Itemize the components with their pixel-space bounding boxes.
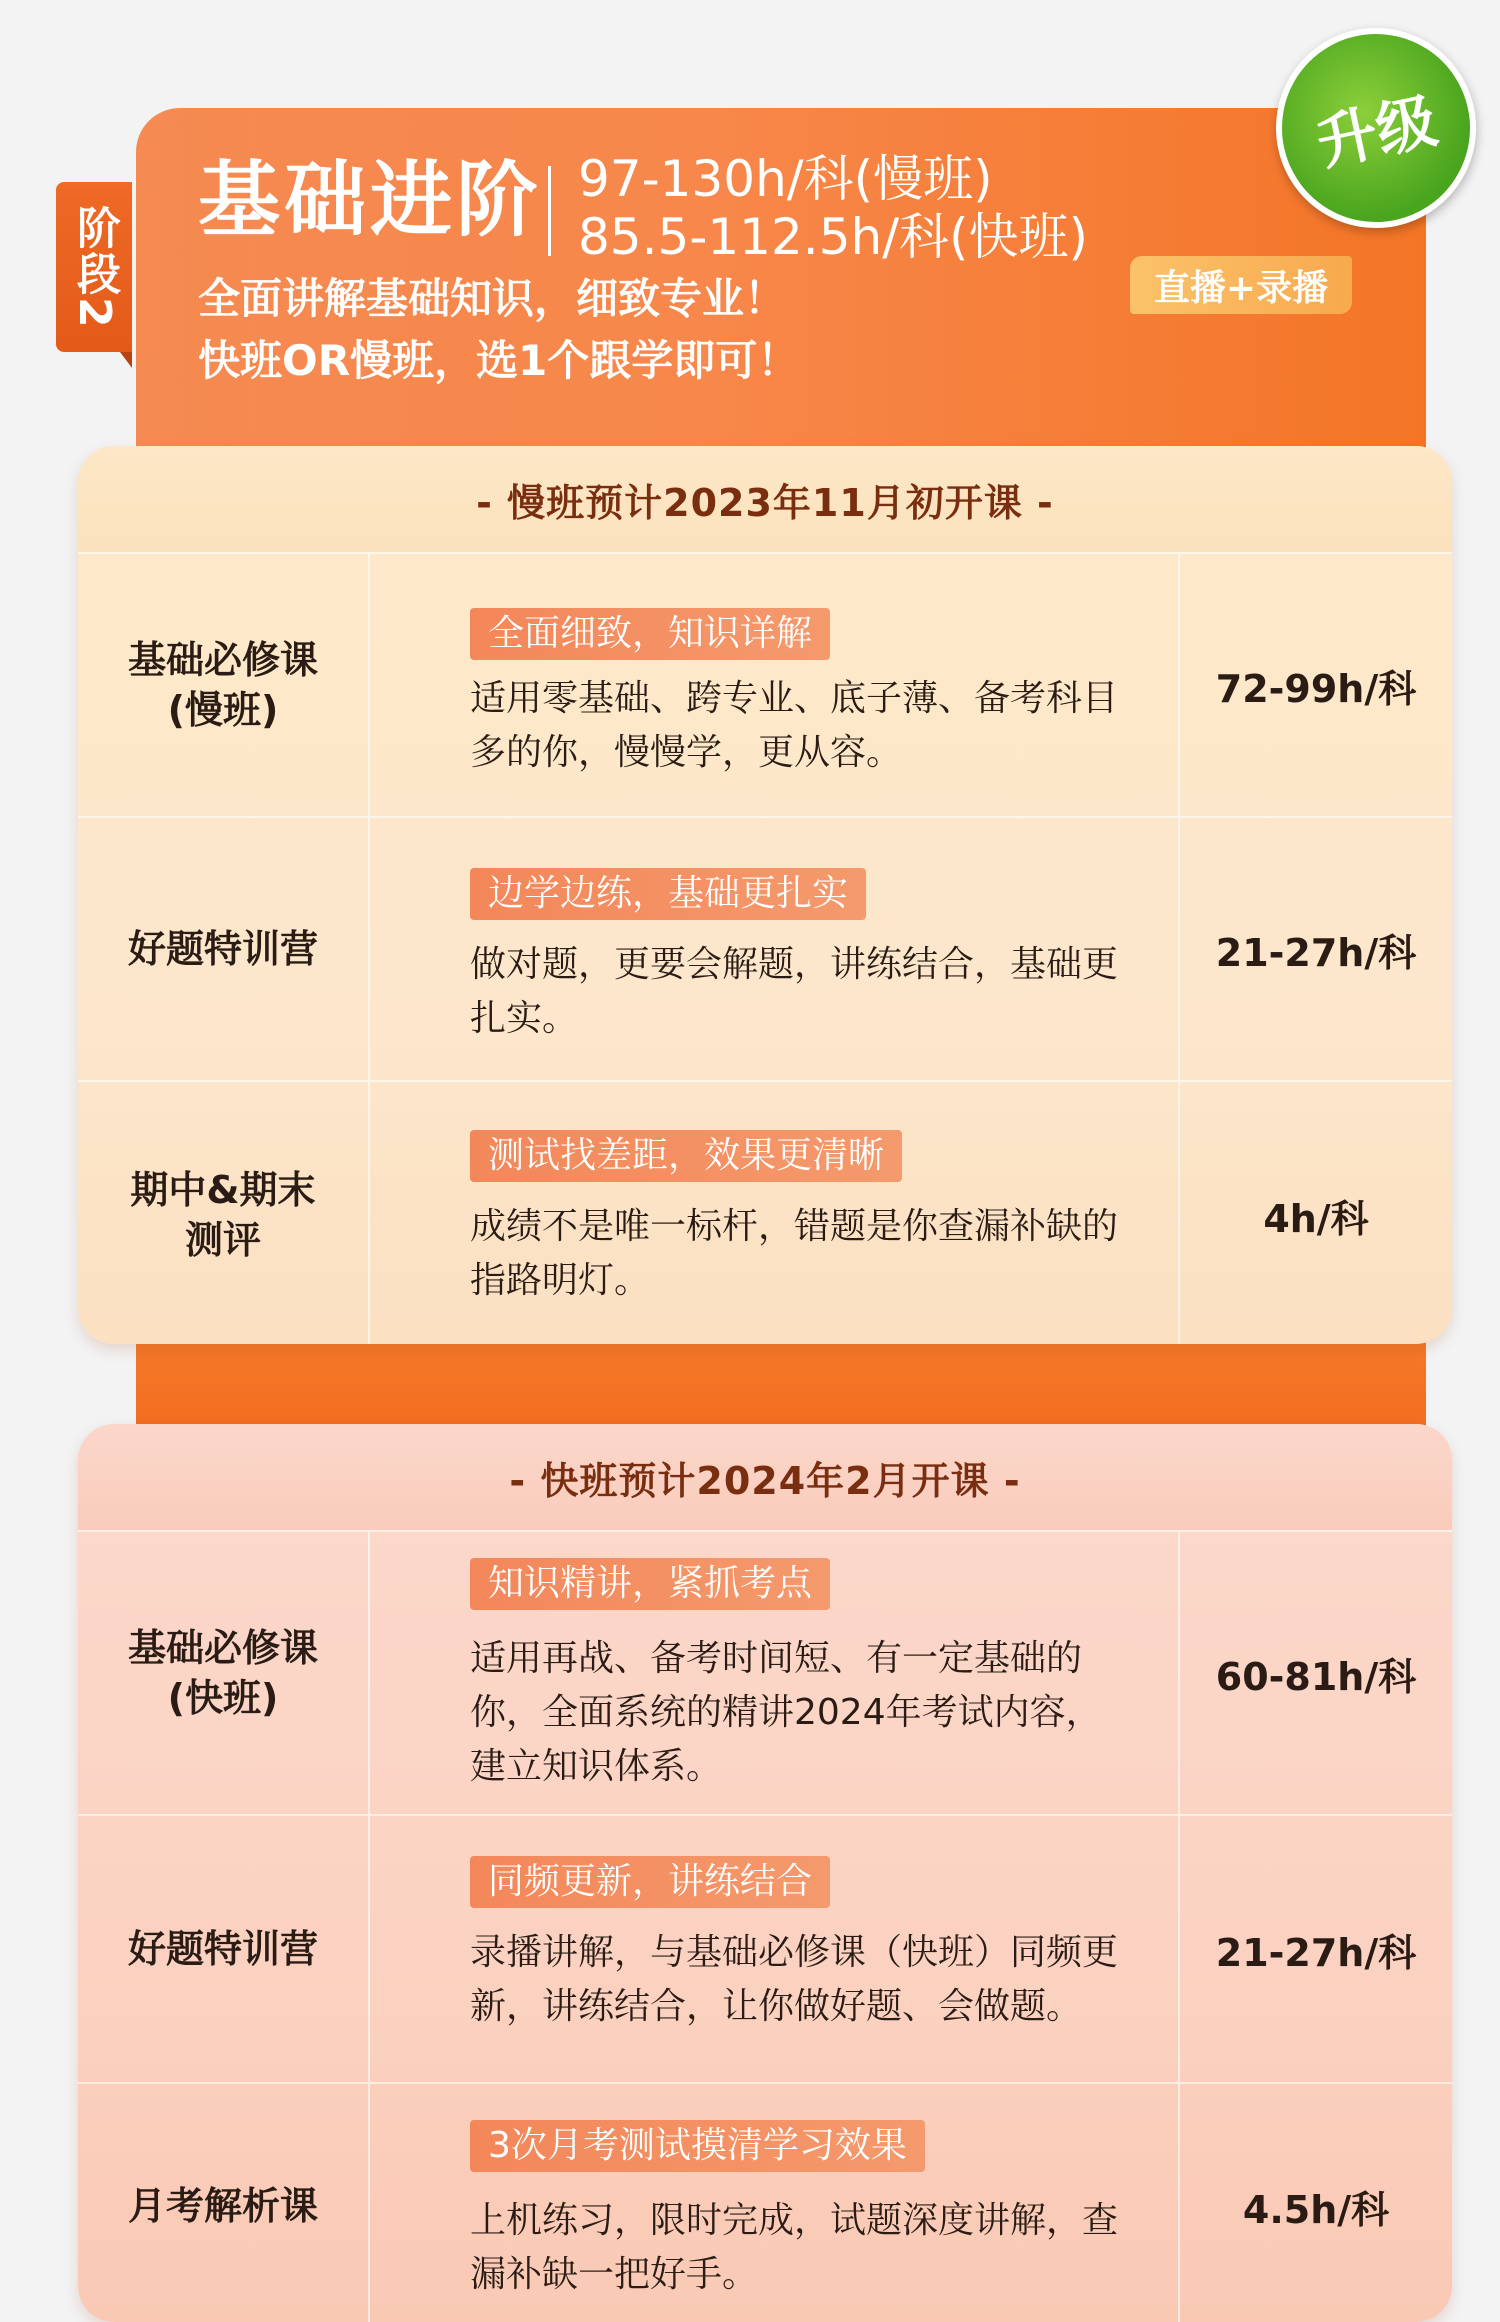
course-name: 好题特训营: [78, 818, 370, 1080]
course-tag: 边学边练，基础更扎实: [470, 868, 866, 920]
course-hours: 4.5h/科: [1242, 2187, 1390, 2232]
course-desc: 成绩不是唯一标杆，错题是你查漏补缺的指路明灯。: [470, 1206, 1119, 1301]
course-desc: 适用零基础、跨专业、底子薄、备考科目多的你，慢慢学，更从容。: [470, 678, 1119, 773]
title-divider: [548, 166, 551, 256]
course-detail: [370, 2084, 1180, 2322]
course-desc: 录播讲解，与基础必修课（快班）同频更新，讲练结合，让你做好题、会做题。: [470, 1932, 1119, 2027]
fast-class-card: [78, 1424, 1452, 2322]
upgrade-badge: 升级: [1257, 9, 1494, 246]
course-desc: 做对题，更要会解题，讲练结合，基础更扎实。: [470, 944, 1119, 1039]
table-row: [78, 1530, 1452, 1814]
course-hours: 21-27h/科: [1215, 1930, 1417, 1975]
course-desc: 上机练习，限时完成，试题深度讲解，查漏补缺一把好手。: [470, 2200, 1119, 2295]
desc-line-2: 快班OR慢班，选1个跟学即可！: [198, 336, 800, 385]
stage-label: 阶段2: [56, 182, 132, 352]
live-recorded-tag: 直播+录播: [1130, 256, 1352, 314]
course-hours: 60-81h/科: [1215, 1654, 1417, 1699]
course-name: 月考解析课: [78, 2084, 370, 2322]
stage-description: [198, 268, 799, 392]
course-hours: 72-99h/科: [1215, 666, 1417, 711]
course-tag: 全面细致，知识详解: [470, 608, 830, 660]
course-name: 好题特训营: [78, 1816, 370, 2082]
course-tag: 3次月考测试摸清学习效果: [470, 2120, 925, 2172]
stage-hours: [578, 150, 1088, 266]
slow-class-card: [78, 446, 1452, 1344]
course-hours: 4h/科: [1263, 1196, 1369, 1241]
course-tag: 同频更新，讲练结合: [470, 1856, 830, 1908]
course-name: 基础必修课 (快班): [78, 1532, 370, 1814]
course-detail: [370, 1816, 1180, 2082]
table-row: [78, 2082, 1452, 2322]
table-row: [78, 1814, 1452, 2082]
fast-class-heading: - 快班预计2024年2月开课 -: [78, 1424, 1452, 1530]
course-name: 期中&期末 测评: [78, 1082, 370, 1344]
desc-line-1: 全面讲解基础知识，细致专业！: [198, 274, 787, 323]
course-detail: [370, 1532, 1180, 1814]
course-detail: [370, 1082, 1180, 1344]
course-hours: 21-27h/科: [1215, 930, 1417, 975]
course-tag: 知识精讲，紧抓考点: [470, 1558, 830, 1610]
course-detail: [370, 818, 1180, 1080]
course-desc: 适用再战、备考时间短、有一定基础的你，全面系统的精讲2024年考试内容，建立知识体系。: [470, 1638, 1102, 1787]
table-row: [78, 816, 1452, 1080]
course-tag: 测试找差距，效果更清晰: [470, 1130, 902, 1182]
course-name: 基础必修课 (慢班): [78, 554, 370, 816]
course-detail: [370, 554, 1180, 816]
table-row: [78, 1080, 1452, 1344]
hours-slow: 97-130h/科(慢班): [578, 150, 993, 208]
page-title: 基础进阶: [198, 153, 543, 248]
hours-fast: 85.5-112.5h/科(快班): [578, 208, 1089, 266]
slow-class-heading: - 慢班预计2023年11月初开课 -: [78, 446, 1452, 552]
table-row: [78, 552, 1452, 816]
